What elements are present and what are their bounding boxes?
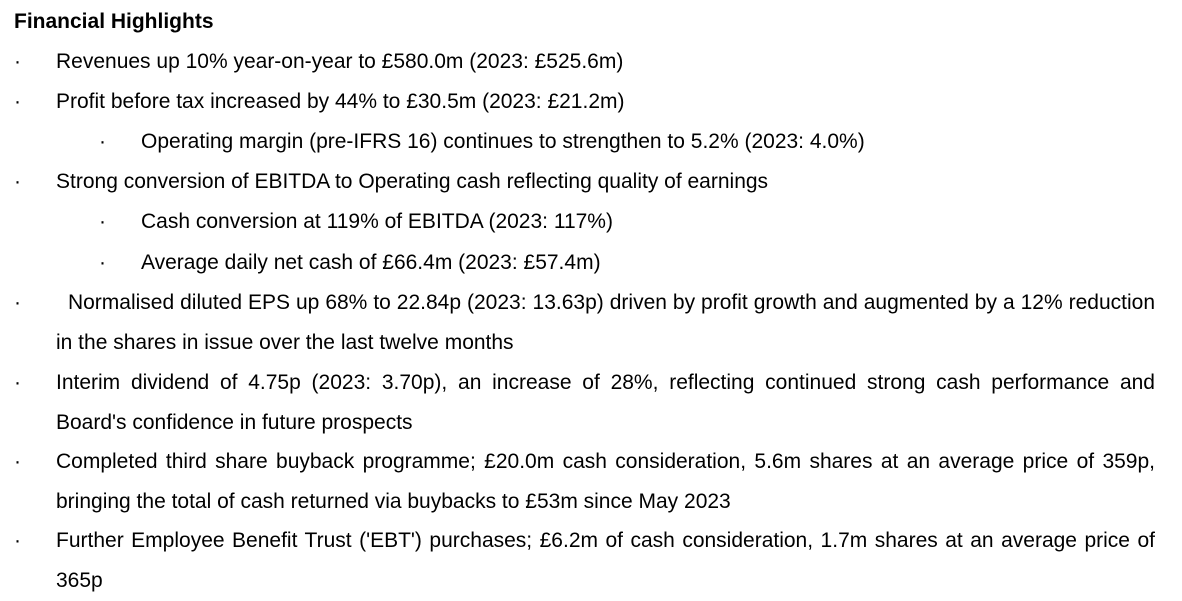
sub-bullet-item-operating-margin <box>99 122 1151 162</box>
bullet-icon: · <box>14 529 21 552</box>
bullet-icon: · <box>14 371 21 394</box>
bullet-text: Normalised diluted EPS up 68% to 22.84p (2023: 13.63p) driven by profit growth and augmented by a 12% reduction in the shares in issue over the last twelve months <box>56 291 1161 354</box>
bullet-icon: · <box>14 90 21 113</box>
bullet-icon: · <box>14 50 21 73</box>
bullet-item-ebitda-conversion <box>14 162 1155 202</box>
bullet-icon: · <box>99 130 106 153</box>
bullet-icon: · <box>99 251 106 274</box>
bullet-text: Cash conversion at 119% of EBITDA (2023: 117%) <box>141 210 613 233</box>
bullet-item-interim-dividend <box>14 363 1155 443</box>
bullet-text: Average daily net cash of £66.4m (2023: £57.4m) <box>141 251 601 274</box>
bullet-text: Further Employee Benefit Trust ('EBT') purchases; £6.2m of cash consideration, 1.7m shares at an average price of 365p <box>56 529 1155 592</box>
bullet-icon: · <box>14 170 21 193</box>
bullet-item-profit-before-tax <box>14 82 1155 122</box>
bullet-item-revenues <box>14 42 1155 82</box>
sub-bullet-item-cash-conversion <box>99 202 1151 242</box>
bullet-text: Interim dividend of 4.75p (2023: 3.70p), an increase of 28%, reflecting continued strong cash performance and Board's confidence in future prospects <box>56 371 1155 434</box>
bullet-text: Revenues up 10% year-on-year to £580.0m (2023: £525.6m) <box>56 50 624 73</box>
bullet-item-ebt-purchases <box>14 521 1155 601</box>
section-title: Financial Highlights <box>14 10 214 33</box>
bullet-text: Profit before tax increased by 44% to £30.5m (2023: £21.2m) <box>56 90 625 113</box>
bullet-icon: · <box>99 210 106 233</box>
bullet-icon: · <box>14 450 21 473</box>
bullet-text: Operating margin (pre-IFRS 16) continues to strengthen to 5.2% (2023: 4.0%) <box>141 130 865 153</box>
sub-bullet-item-net-cash <box>99 243 1151 283</box>
bullet-item-share-buyback <box>14 442 1155 522</box>
bullet-icon: · <box>14 291 21 314</box>
bullet-item-eps <box>14 283 1161 363</box>
bullet-text: Completed third share buyback programme; £20.0m cash consideration, 5.6m shares at an average price of 359p, bringing the total of cash returned via buybacks to £53m since May 2023 <box>56 450 1155 513</box>
bullet-text: Strong conversion of EBITDA to Operating cash reflecting quality of earnings <box>56 170 769 193</box>
